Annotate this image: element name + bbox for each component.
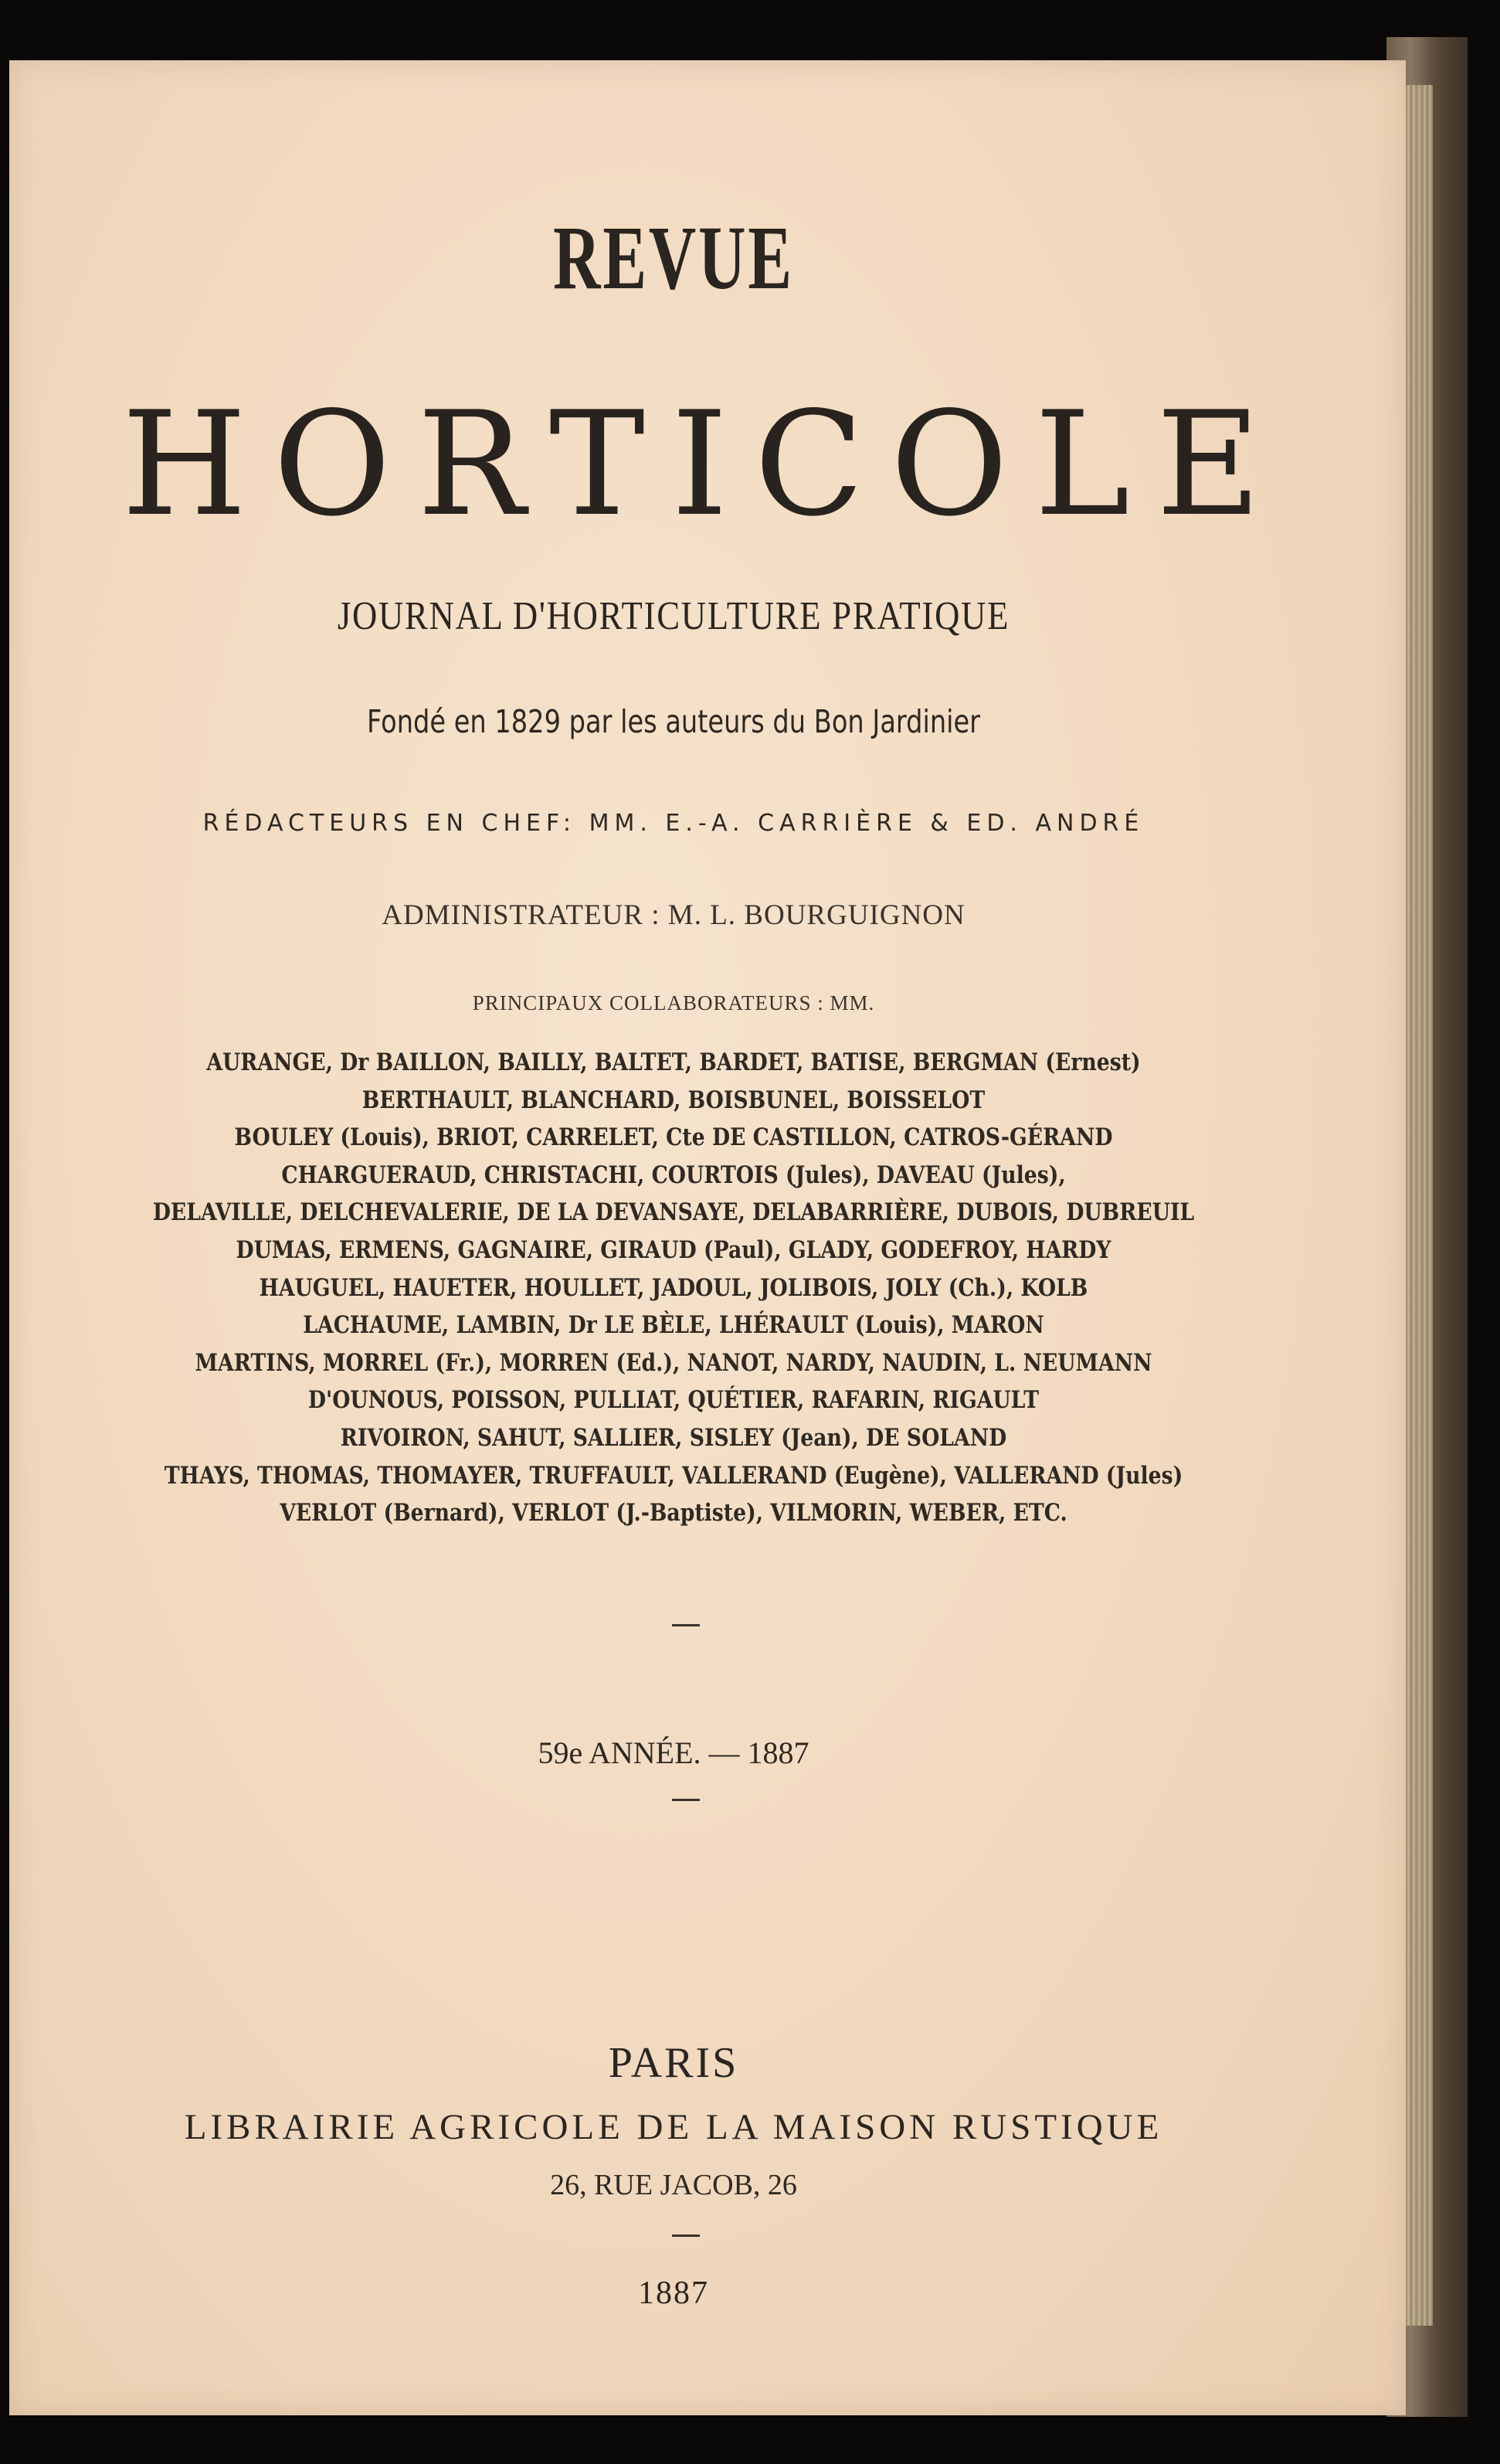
title-revue: REVUE — [553, 207, 794, 308]
imprint-address: 26, RUE JACOB, 26 — [550, 2169, 797, 2201]
administrator-line: ADMINISTRATEUR : M. L. BOURGUIGNON — [382, 899, 965, 931]
editors-line: RÉDACTEURS EN CHEF: MM. E.-A. CARRIÈRE & ED. ANDRÉ — [202, 810, 1145, 837]
subtitle: JOURNAL D'HORTICULTURE PRATIQUE — [337, 594, 1010, 638]
page-edges — [1402, 85, 1433, 2326]
imprint-year: 1887 — [638, 2275, 709, 2311]
title-horticole: HORTICOLE — [121, 380, 1288, 548]
volume-year: 59e ANNÉE. — 1887 — [538, 1735, 809, 1770]
imprint-publisher: LIBRAIRIE AGRICOLE DE LA MAISON RUSTIQUE — [184, 2107, 1163, 2147]
collaborators-heading: PRINCIPAUX COLLABORATEURS : MM. — [472, 991, 875, 1014]
divider-rule — [672, 2235, 700, 2237]
collaborators-line: BERTHAULT, BLANCHARD, BOISBUNEL, BOISSELOT — [361, 1086, 986, 1114]
founded-line: Fondé en 1829 par les auteurs du Bon Jardinier — [366, 703, 980, 740]
collaborators-line: THAYS, THOMAS, THOMAYER, TRUFFAULT, VALLERAND (Eugène), VALLERAND (Jules) — [164, 1461, 1183, 1490]
collaborators-line: AURANGE, Dr BAILLON, BAILLY, BALTET, BARDET, BATISE, BERGMAN (Ernest) — [206, 1048, 1141, 1076]
divider-rule — [672, 1799, 700, 1801]
collaborators-line: DUMAS, ERMENS, GAGNAIRE, GIRAUD (Paul), GLADY, GODEFROY, HARDY — [236, 1235, 1111, 1264]
imprint-city: PARIS — [608, 2039, 739, 2087]
divider-rule — [672, 1624, 700, 1626]
collaborators-line: HAUGUEL, HAUETER, HOULLET, JADOUL, JOLIBOIS, JOLY (Ch.), KOLB — [259, 1273, 1088, 1302]
collaborators-line: RIVOIRON, SAHUT, SALLIER, SISLEY (Jean), DE SOLAND — [340, 1423, 1007, 1452]
collaborators-line: CHARGUERAUD, CHRISTACHI, COURTOIS (Jules), DAVEAU (Jules), — [281, 1161, 1066, 1189]
title-page — [9, 60, 1406, 2415]
collaborators-line: LACHAUME, LAMBIN, Dr LE BÈLE, LHÉRAULT (Louis), MARON — [303, 1311, 1044, 1340]
collaborators-line: DELAVILLE, DELCHEVALERIE, DE LA DEVANSAYE, DELABARRIÈRE, DUBOIS, DUBREUIL — [152, 1198, 1195, 1227]
collaborators-line: D'OUNOUS, POISSON, PULLIAT, QUÉTIER, RAFARIN, RIGAULT — [307, 1386, 1040, 1415]
collaborators-line: BOULEY (Louis), BRIOT, CARRELET, Cte DE CASTILLON, CATROS-GÉRAND — [234, 1123, 1113, 1152]
collaborators-list — [9, 1044, 1338, 1532]
collaborators-line: VERLOT (Bernard), VERLOT (J.-Baptiste), VILMORIN, WEBER, ETC. — [280, 1499, 1067, 1528]
collaborators-line: MARTINS, MORREL (Fr.), MORREN (Ed.), NANOT, NARDY, NAUDIN, L. NEUMANN — [195, 1348, 1152, 1377]
